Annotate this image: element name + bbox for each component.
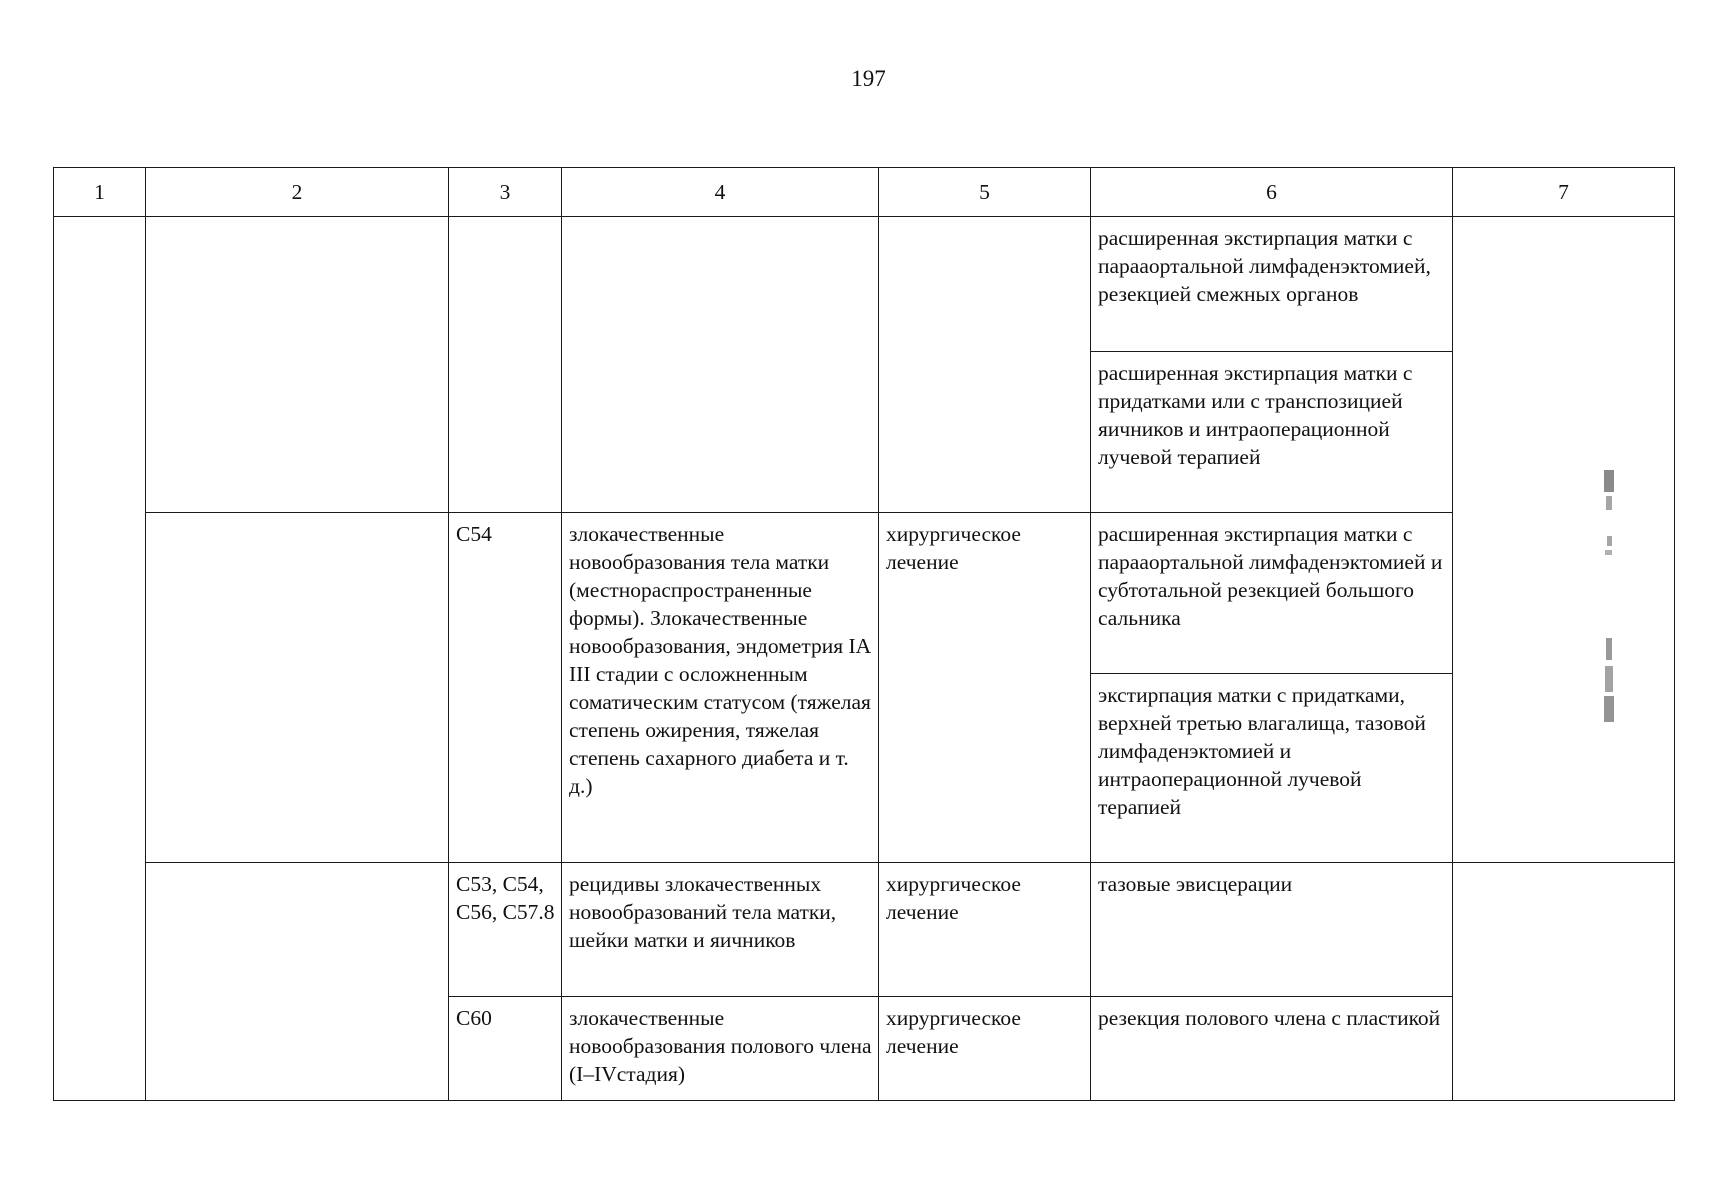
- table-row: [54, 863, 1675, 997]
- cell-icd-code: C60: [449, 997, 562, 1101]
- medical-care-table: [53, 167, 1675, 1101]
- cell-method: тазовые эвисцерации: [1091, 863, 1453, 997]
- cell-diagnosis: злокачественные новообразования тела матки (местнораспространенные формы). Злокачественные новообразования, эндометрия IA III стадии с осложненным соматическим статусом (тяжелая степень ожирения, тяжелая степень сахарного диабета и т. д.): [562, 513, 879, 863]
- cell-treatment-type: хирургическое лечение: [879, 997, 1091, 1101]
- cell-number: [54, 217, 146, 1101]
- cell-diagnosis: рецидивы злокачественных новообразований тела матки, шейки матки и яичников: [562, 863, 879, 997]
- column-number-1: 1: [54, 168, 146, 217]
- cell-method: резекция полового члена с пластикой: [1091, 997, 1453, 1101]
- table-row: [54, 513, 1675, 674]
- cell-method: экстирпация матки с придатками, верхней третью влагалища, тазовой лимфаденэктомией и интраоперационной лучевой терапией: [1091, 674, 1453, 863]
- column-number-4: 4: [562, 168, 879, 217]
- cell-treatment-type: хирургическое лечение: [879, 863, 1091, 997]
- cell-care-type: [146, 217, 449, 513]
- cell-diagnosis: злокачественные новообразования полового члена (I–IVстадия): [562, 997, 879, 1101]
- cell-method: расширенная экстирпация матки с придатками или с транспозицией яичников и интраоперационной лучевой терапией: [1091, 352, 1453, 513]
- cell-standard: [1453, 863, 1675, 1101]
- column-number-7: 7: [1453, 168, 1675, 217]
- cell-icd-code: C54: [449, 513, 562, 863]
- cell-method: расширенная экстирпация матки с парааортальной лимфаденэктомией, резекцией смежных органов: [1091, 217, 1453, 352]
- cell-care-type: [146, 863, 449, 1101]
- column-number-6: 6: [1091, 168, 1453, 217]
- column-number-5: 5: [879, 168, 1091, 217]
- column-number-3: 3: [449, 168, 562, 217]
- cell-treatment-type: [879, 217, 1091, 513]
- column-number-2: 2: [146, 168, 449, 217]
- seal-mark: [1598, 470, 1620, 740]
- table-row: [54, 217, 1675, 352]
- cell-diagnosis: [562, 217, 879, 513]
- cell-method: расширенная экстирпация матки с парааортальной лимфаденэктомией и субтотальной резекцией большого сальника: [1091, 513, 1453, 674]
- cell-standard: [1453, 217, 1675, 863]
- cell-treatment-type: хирургическое лечение: [879, 513, 1091, 863]
- cell-care-type: [146, 513, 449, 863]
- cell-icd-code: C53, C54, C56, C57.8: [449, 863, 562, 997]
- page-number: 197: [851, 66, 886, 91]
- cell-icd-code: [449, 217, 562, 513]
- column-numbers-row: [54, 168, 1675, 217]
